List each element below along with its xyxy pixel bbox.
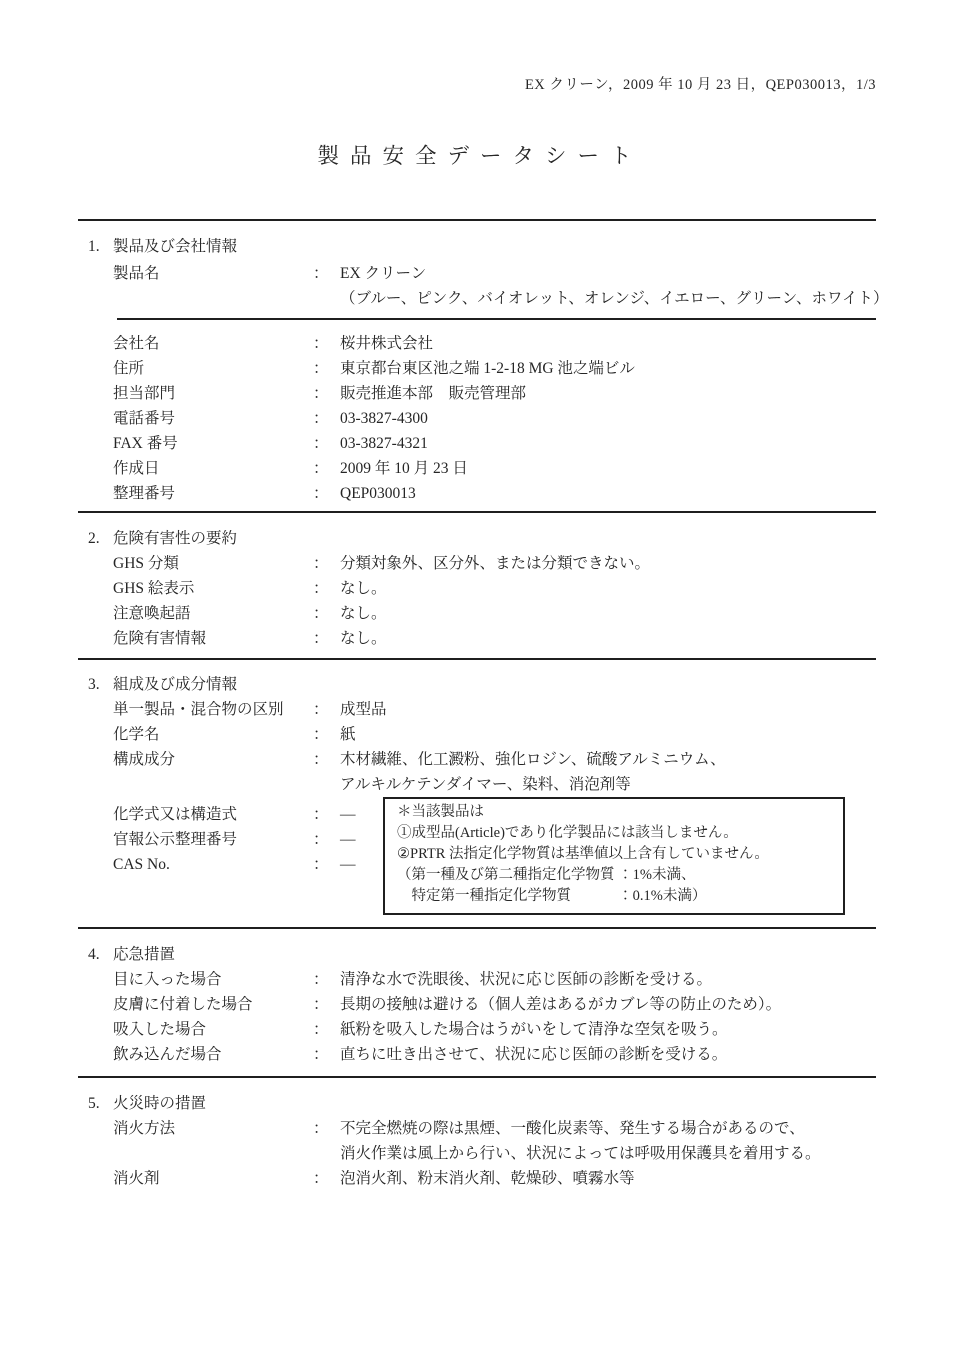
- field-value: 分類対象外、区分外、または分類できない。: [340, 555, 651, 572]
- field-label: 単一製品・混合物の区別: [113, 701, 284, 718]
- colon-separator: ：: [313, 485, 329, 502]
- field-row-company-name: [78, 331, 876, 356]
- section-heading-row: [78, 942, 876, 967]
- section-heading: 応急措置: [113, 946, 176, 963]
- colon-separator: ：: [313, 726, 329, 743]
- section-hazard-summary: [78, 526, 876, 651]
- field-value: 紙: [340, 726, 356, 743]
- field-label: GHS 分類: [113, 555, 179, 572]
- colon-separator: ：: [313, 460, 329, 477]
- colon-separator: ：: [313, 555, 329, 572]
- field-value: 03-3827-4321: [340, 435, 428, 452]
- field-value: EX クリーン: [340, 265, 427, 282]
- field-value: なし。: [340, 580, 387, 597]
- field-value: 清浄な水で洗眼後、状況に応じ医師の診断を受ける。: [340, 971, 713, 988]
- field-label: 危険有害情報: [113, 630, 207, 647]
- field-row-ghs-class: [78, 551, 876, 576]
- section-heading: 製品及び会社情報: [113, 238, 238, 255]
- field-value: 直ちに吐き出させて、状況に応じ医師の診断を受ける。: [340, 1046, 728, 1063]
- colon-separator: ：: [313, 996, 329, 1013]
- field-label: 作成日: [113, 460, 160, 477]
- section-first-aid: [78, 942, 876, 1067]
- colon-separator: ：: [313, 385, 329, 402]
- colon-separator: ：: [313, 1021, 329, 1038]
- colon-separator: ：: [313, 751, 329, 768]
- colon-separator: ：: [313, 1120, 329, 1137]
- field-value: 泡消火剤、粉末消火剤、乾燥砂、噴霧水等: [340, 1170, 635, 1187]
- field-label: 皮膚に付着した場合: [113, 996, 253, 1013]
- field-row-extinguishing-method-continued: [78, 1141, 876, 1166]
- colon-separator: ：: [313, 856, 329, 873]
- colon-separator: ：: [313, 265, 329, 282]
- field-row-created-date: [78, 456, 876, 481]
- section-heading: 火災時の措置: [113, 1095, 207, 1112]
- field-row-skin-contact: [78, 992, 876, 1017]
- page-header-line: EX クリーン，2009 年 10 月 23 日，QEP030013，1/3: [524, 77, 876, 93]
- colon-separator: ：: [313, 831, 329, 848]
- colon-separator: ：: [313, 701, 329, 718]
- section-composition-info: [78, 672, 876, 918]
- note-line: 特定第一種指定化学物質 ：0.1%未満）: [397, 888, 707, 904]
- section-heading-row: [78, 234, 876, 259]
- section-number: 3.: [88, 676, 100, 693]
- page-title: 製品安全データシート: [317, 144, 643, 168]
- field-value: 03-3827-4300: [340, 410, 428, 427]
- field-label: 製品名: [113, 265, 160, 282]
- section-heading-row: [78, 526, 876, 551]
- field-value: 長期の接触は避ける（個人差はあるがカブレ等の防止のため）。: [340, 996, 782, 1013]
- field-row-signal-word: [78, 601, 876, 626]
- horizontal-rule: [78, 219, 876, 221]
- field-row-ghs-pictogram: [78, 576, 876, 601]
- field-row-extinguishing-method: [78, 1116, 876, 1141]
- colon-separator: ：: [313, 1170, 329, 1187]
- colon-separator: ：: [313, 580, 329, 597]
- colon-separator: ：: [313, 435, 329, 452]
- section-number: 1.: [88, 238, 100, 255]
- field-row-chemical-name: [78, 722, 876, 747]
- field-row-phone: [78, 406, 876, 431]
- field-value: なし。: [340, 630, 387, 647]
- field-value: なし。: [340, 605, 387, 622]
- field-row-ingestion: [78, 1042, 876, 1067]
- field-value: 成型品: [340, 701, 387, 718]
- note-line: ＊当該製品は: [397, 804, 484, 820]
- field-label: 住所: [113, 360, 145, 377]
- field-value-continued: アルキルケテンダイマー、染料、消泡剤等: [340, 776, 631, 793]
- colon-separator: ：: [313, 630, 329, 647]
- field-value: 販売推進本部 販売管理部: [340, 385, 527, 402]
- field-label: CAS No.: [113, 856, 170, 873]
- horizontal-rule-indented: [117, 318, 876, 320]
- field-value: 2009 年 10 月 23 日: [340, 460, 468, 477]
- field-value: 東京都台東区池之端 1-2-18 MG 池之端ビル: [340, 360, 635, 377]
- horizontal-rule: [78, 927, 876, 929]
- section-number: 4.: [88, 946, 100, 963]
- field-label: 吸入した場合: [113, 1021, 207, 1038]
- field-row-inhalation: [78, 1017, 876, 1042]
- colon-separator: ：: [313, 605, 329, 622]
- section3-bottom-block: [78, 797, 876, 918]
- field-label: 整理番号: [113, 485, 176, 502]
- colon-separator: ：: [313, 1046, 329, 1063]
- section-fire-fighting: [78, 1091, 876, 1191]
- colon-separator: ：: [313, 971, 329, 988]
- colon-separator: ：: [313, 806, 329, 823]
- field-label: GHS 絵表示: [113, 580, 195, 597]
- colon-separator: ：: [313, 360, 329, 377]
- horizontal-rule: [78, 511, 876, 513]
- field-value: 不完全燃焼の際は黒煙、一酸化炭素等、発生する場合があるので、: [340, 1120, 805, 1137]
- field-row-components-continued: [78, 772, 876, 797]
- field-row-department: [78, 381, 876, 406]
- section-number: 2.: [88, 530, 100, 547]
- note-line: ②PRTR 法指定化学物質は基準値以上含有していません。: [397, 846, 769, 862]
- field-row-hazard-info: [78, 626, 876, 651]
- field-row-product-name: [78, 261, 876, 286]
- field-value: —: [340, 831, 356, 848]
- horizontal-rule: [78, 1076, 876, 1078]
- field-row-reference-number: [78, 481, 876, 506]
- field-label: 構成成分: [113, 751, 176, 768]
- section-heading: 組成及び成分情報: [113, 676, 238, 693]
- colon-separator: ：: [313, 335, 329, 352]
- field-label: 化学式又は構造式: [113, 806, 238, 823]
- field-value: —: [340, 856, 356, 873]
- field-label: 消火方法: [113, 1120, 176, 1137]
- section-product-company-info: [78, 234, 889, 506]
- colon-separator: ：: [313, 410, 329, 427]
- note-line: （第一種及び第二種指定化学物質 ：1%未満、: [397, 867, 696, 883]
- field-value: QEP030013: [340, 485, 416, 502]
- section-number: 5.: [88, 1095, 100, 1112]
- section-heading: 危険有害性の要約: [113, 530, 238, 547]
- field-label: 電話番号: [113, 410, 176, 427]
- section-heading-row: [78, 1091, 876, 1116]
- field-label: FAX 番号: [113, 435, 178, 452]
- field-row-product-type: [78, 697, 876, 722]
- field-row-extinguishing-agent: [78, 1166, 876, 1191]
- field-value: —: [340, 806, 356, 823]
- field-value-continued: （ブルー、ピンク、バイオレット、オレンジ、イエロー、グリーン、ホワイト）: [340, 290, 889, 307]
- field-value: 桜井株式会社: [340, 335, 434, 352]
- field-label: 目に入った場合: [113, 971, 222, 988]
- field-value: 木材繊維、化工澱粉、強化ロジン、硫酸アルミニウム、: [340, 751, 726, 768]
- field-label: 化学名: [113, 726, 160, 743]
- document-body: [78, 219, 889, 1191]
- field-value: 紙粉を吸入した場合はうがいをして清浄な空気を吸う。: [340, 1021, 728, 1038]
- field-row-eye-contact: [78, 967, 876, 992]
- field-row-address: [78, 356, 876, 381]
- field-label: 担当部門: [113, 385, 176, 402]
- note-line: ①成型品(Article)であり化学製品には該当しません。: [397, 825, 738, 841]
- field-row-components: [78, 747, 876, 772]
- field-label: 官報公示整理番号: [113, 831, 238, 848]
- product-note-box: [383, 797, 845, 915]
- field-label: 注意喚起語: [113, 605, 191, 622]
- field-label: 飲み込んだ場合: [113, 1046, 222, 1063]
- field-value-continued: 消火作業は風上から行い、状況によっては呼吸用保護具を着用する。: [340, 1145, 821, 1162]
- field-row-product-colors: [78, 286, 889, 311]
- field-label: 会社名: [113, 335, 160, 352]
- field-label: 消火剤: [113, 1170, 160, 1187]
- section-heading-row: [78, 672, 876, 697]
- horizontal-rule: [78, 658, 876, 660]
- field-row-fax: [78, 431, 876, 456]
